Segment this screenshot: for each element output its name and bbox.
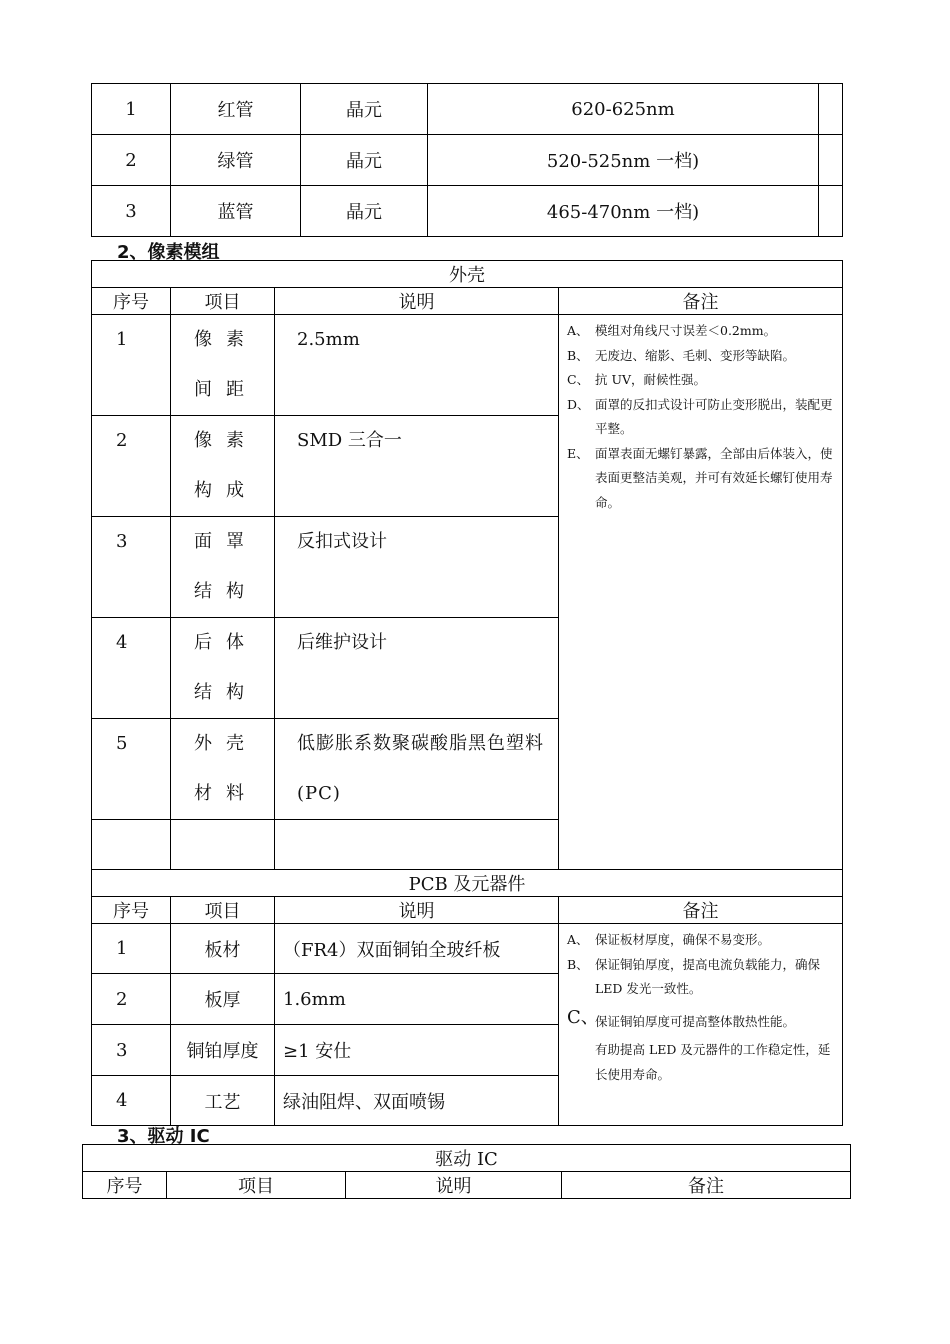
note-text: 面罩表面无螺钉暴露，全部由后体装入，使表面更整洁美观，并可有效延长螺钉使用寿命。 (595, 445, 833, 510)
note-letter: C、 (567, 372, 590, 387)
row-number: 2 (92, 416, 171, 517)
header-row (92, 897, 843, 924)
list-item (567, 319, 836, 344)
row-number: 3 (92, 186, 171, 237)
description: 低膨胀系数聚碳酸脂黑色塑料(PC) (275, 719, 559, 820)
row-number: 3 (92, 517, 171, 618)
description: 反扣式设计 (275, 517, 559, 618)
chip-source: 晶元 (301, 135, 428, 186)
description: 后维护设计 (275, 618, 559, 719)
row-number: 1 (92, 315, 171, 416)
empty-cell (171, 820, 275, 870)
pixel-module-table (91, 260, 843, 1126)
item-label: 板厚 (171, 974, 275, 1025)
empty-cell (819, 135, 843, 186)
section-heading: 3、驱动 IC (117, 1126, 210, 1147)
list-item (567, 928, 836, 953)
chip-source: 晶元 (301, 84, 428, 135)
note-letter: A、 (567, 323, 589, 338)
column-header: 项目 (167, 1172, 346, 1199)
empty-cell (92, 820, 171, 870)
list-item (567, 1034, 836, 1087)
note-text: 保证铜铂厚度可提高整体散热性能。 (595, 1013, 796, 1029)
item-label: 外壳材料 (171, 719, 275, 820)
row-number: 2 (92, 974, 171, 1025)
note-text: 保证铜铂厚度，提高电流负载能力，确保 LED 发光一致性。 (595, 956, 821, 996)
list-item (567, 344, 836, 369)
header-row (92, 288, 843, 315)
led-type: 绿管 (171, 135, 301, 186)
row-number: 3 (92, 1025, 171, 1076)
list-item (567, 1002, 836, 1035)
item-label: 后体结构 (171, 618, 275, 719)
column-header: 备注 (562, 1172, 851, 1199)
description: 2.5mm (275, 315, 559, 416)
description: （FR4）双面铜铂全玻纤板 (275, 924, 559, 974)
row-number: 4 (92, 1076, 171, 1126)
description: 绿油阻焊、双面喷锡 (275, 1076, 559, 1126)
item-label: 工艺 (171, 1076, 275, 1126)
note-letter: C、 (567, 1006, 599, 1028)
note-letter: E、 (567, 445, 589, 461)
led-type: 红管 (171, 84, 301, 135)
item-label: 面罩结构 (171, 517, 275, 618)
row-number: 1 (92, 84, 171, 135)
list-item (567, 442, 836, 516)
column-header: 说明 (275, 897, 559, 924)
row-number: 2 (92, 135, 171, 186)
column-header: 序号 (92, 288, 171, 315)
column-header: 备注 (559, 288, 843, 315)
note-letter: B、 (567, 347, 589, 363)
item-label: 像素构成 (171, 416, 275, 517)
section-heading: 2、像素模组 (117, 242, 220, 263)
list-item (567, 393, 836, 442)
wavelength: 465-470nm 一档) (428, 186, 819, 237)
column-header: 说明 (346, 1172, 562, 1199)
note-letter: A、 (567, 932, 589, 947)
row-number: 4 (92, 618, 171, 719)
row-number: 1 (92, 924, 171, 974)
table-title: 驱动 IC (83, 1145, 851, 1172)
description: ≥1 安仕 (275, 1025, 559, 1076)
table-row (92, 315, 843, 416)
item-label: 像素间距 (171, 315, 275, 416)
note-text: 模组对角线尺寸误差＜0.2mm。 (595, 323, 777, 338)
column-header: 项目 (171, 288, 275, 315)
list-item (567, 953, 836, 1002)
note-text: 抗 UV，耐候性强。 (595, 372, 707, 387)
list-item (567, 368, 836, 393)
note-text: 面罩的反扣式设计可防止变形脱出，装配更平整。 (595, 396, 833, 436)
note-letter: B、 (567, 956, 589, 972)
table-row (92, 135, 843, 186)
chip-source: 晶元 (301, 186, 428, 237)
empty-cell (275, 820, 559, 870)
led-table (91, 83, 843, 237)
column-header: 说明 (275, 288, 559, 315)
item-label: 铜铂厚度 (171, 1025, 275, 1076)
column-header: 序号 (92, 897, 171, 924)
table-title: PCB 及元器件 (92, 870, 843, 897)
table-row (92, 924, 843, 974)
table-title: 外壳 (92, 261, 843, 288)
notes-cell (559, 924, 843, 1126)
empty-cell (819, 84, 843, 135)
wavelength: 620-625nm (428, 84, 819, 135)
note-letter: D、 (567, 396, 590, 412)
row-number: 5 (92, 719, 171, 820)
description: 1.6mm (275, 974, 559, 1025)
header-row (83, 1172, 851, 1199)
note-text: 保证板材厚度，确保不易变形。 (595, 932, 771, 947)
column-header: 项目 (171, 897, 275, 924)
empty-cell (819, 186, 843, 237)
item-label: 板材 (171, 924, 275, 974)
note-text: 无废边、缩影、毛刺、变形等缺陷。 (595, 347, 796, 363)
wavelength: 520-525nm 一档) (428, 135, 819, 186)
table-row (92, 84, 843, 135)
notes-cell (559, 315, 843, 870)
column-header: 序号 (83, 1172, 167, 1199)
description: SMD 三合一 (275, 416, 559, 517)
driver-ic-table (82, 1144, 851, 1199)
column-header: 备注 (559, 897, 843, 924)
led-type: 蓝管 (171, 186, 301, 237)
table-row (92, 186, 843, 237)
note-text: 有助提高 LED 及元器件的工作稳定性，延长使用寿命。 (595, 1042, 831, 1082)
